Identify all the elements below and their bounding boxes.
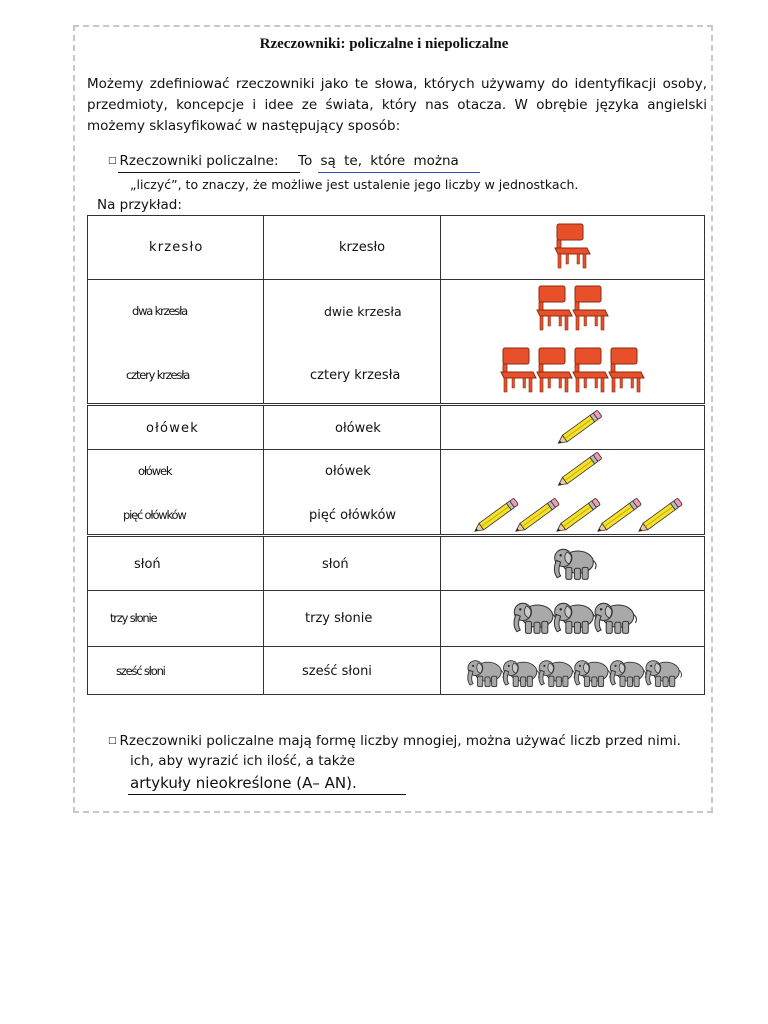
image-cell (441, 647, 705, 695)
table-row (88, 216, 705, 280)
chair-picture (441, 216, 703, 278)
table-row (88, 280, 705, 405)
bullet-plural-line1: Rzeczowniki policzalne mają formę liczby mnogiej, można używać liczb przed nimi. (119, 733, 681, 749)
chairs-picture-svg (441, 280, 703, 403)
col2-cell (264, 405, 441, 450)
word-plural-three-translation: trzy słonie (305, 611, 373, 626)
col1-cell (88, 591, 264, 647)
chairs-picture (441, 280, 703, 403)
word-plural-two-translation: dwie krzesła (324, 304, 402, 319)
col1-cell (88, 216, 264, 280)
bullet-plural-line3: artykuły nieokreślone (A– AN). (130, 774, 357, 792)
page-title: Rzeczowniki: policzalne i niepoliczalne (259, 36, 509, 52)
elephant-icon (539, 661, 575, 687)
word-singular-translation: ołówek (335, 421, 381, 436)
col2-cell (264, 647, 441, 695)
bullet-countable (108, 153, 279, 169)
elephants-three-picture (441, 591, 703, 645)
col2-cell (264, 216, 441, 280)
pencil-picture (441, 406, 703, 450)
col1-cell (88, 647, 264, 695)
word-plural-four: cztery krzesła (126, 368, 190, 382)
elephants-three-picture-svg (441, 591, 703, 645)
word-singular: krzesło (149, 240, 204, 255)
elephant-picture-svg (441, 537, 703, 590)
chair-icon (537, 348, 572, 392)
bullet-plural (108, 733, 681, 749)
image-cell (441, 280, 705, 405)
word-singular-translation: słoń (322, 557, 349, 572)
col2-cell (264, 280, 441, 405)
elephant-icon (646, 661, 682, 687)
chair-icon (537, 286, 572, 330)
word-plural-three: trzy słonie (110, 611, 157, 625)
pencil-picture-svg (441, 406, 703, 450)
chair-icon (609, 348, 644, 392)
col2-cell (264, 591, 441, 647)
chair-picture-svg (441, 216, 703, 278)
elephant-icon (554, 603, 596, 633)
word-plural-five: pięć ołówków (123, 508, 186, 522)
chair-icon (573, 348, 608, 392)
pencil-icon (596, 498, 642, 534)
pencil-icon (555, 498, 601, 534)
image-cell (441, 405, 705, 450)
elephant-icon (468, 661, 504, 687)
elephant-icon (503, 661, 539, 687)
underline-articles (128, 794, 406, 795)
pencil-icon (556, 452, 602, 488)
elephant-icon (610, 661, 646, 687)
elephants-six-picture-svg (441, 647, 703, 693)
word-singular-translation: krzesło (339, 240, 386, 255)
chair-icon (573, 286, 608, 330)
underline-label (118, 172, 300, 173)
image-cell (441, 536, 705, 591)
col1-cell (88, 405, 264, 450)
checkbox-bullet-icon: □ (108, 736, 117, 746)
chair-icon (501, 348, 536, 392)
word-singular-repeat: ołówek (138, 464, 172, 478)
elephant-icon (575, 661, 611, 687)
word-singular-repeat-translation: ołówek (325, 464, 371, 479)
pencils-picture (441, 450, 703, 534)
word-singular: słoń (134, 557, 161, 572)
checkbox-bullet-icon: □ (108, 156, 117, 166)
elephant-icon (554, 549, 596, 579)
underline-definition (318, 172, 480, 173)
image-cell (441, 450, 705, 536)
word-plural-four-translation: cztery krzesła (310, 368, 401, 383)
table-row (88, 405, 705, 450)
elephant-picture (441, 537, 703, 590)
col1-cell (88, 450, 264, 536)
elephant-icon (595, 603, 637, 633)
image-cell (441, 216, 705, 280)
word-plural-five-translation: pięć ołówków (309, 508, 397, 523)
bullet-countable-label: Rzeczowniki policzalne: (119, 153, 279, 169)
pencil-icon (514, 498, 560, 534)
elephant-icon (514, 603, 556, 633)
example-label: Na przykład: (97, 197, 182, 213)
col2-cell (264, 450, 441, 536)
bullet-countable-continuation: „liczyć”, to znaczy, że możliwe jest ustalenie jego liczby w jednostkach. (130, 177, 579, 192)
examples-table (87, 215, 705, 695)
bullet-countable-text: To są te, które można (298, 153, 459, 169)
pencil-icon (473, 498, 519, 534)
word-plural-six: sześć słoni (116, 664, 165, 678)
intro-paragraph: Możemy zdefiniować rzeczowniki jako te słowa, których używamy do identyfikacji osoby, przedmioty, koncepcje i idee ze świata, który nas otacza. W obrębie języka angielski możemy sklasyfikować w następujący sposób: (87, 76, 707, 134)
chair-icon (555, 224, 590, 268)
table-row (88, 450, 705, 536)
image-cell (441, 591, 705, 647)
col1-cell (88, 536, 264, 591)
table-row (88, 647, 705, 695)
pencil-icon (556, 410, 602, 446)
elephants-six-picture (441, 647, 703, 693)
table-row (88, 591, 705, 647)
col1-cell (88, 280, 264, 405)
word-singular: ołówek (146, 421, 199, 436)
col2-cell (264, 536, 441, 591)
word-plural-two: dwa krzesła (132, 304, 188, 318)
pencils-picture-svg (441, 450, 703, 534)
word-plural-six-translation: sześć słoni (302, 664, 372, 679)
bullet-plural-line2: ich, aby wyrazić ich ilość, a także (130, 753, 355, 769)
pencil-icon (637, 498, 683, 534)
table-row (88, 536, 705, 591)
